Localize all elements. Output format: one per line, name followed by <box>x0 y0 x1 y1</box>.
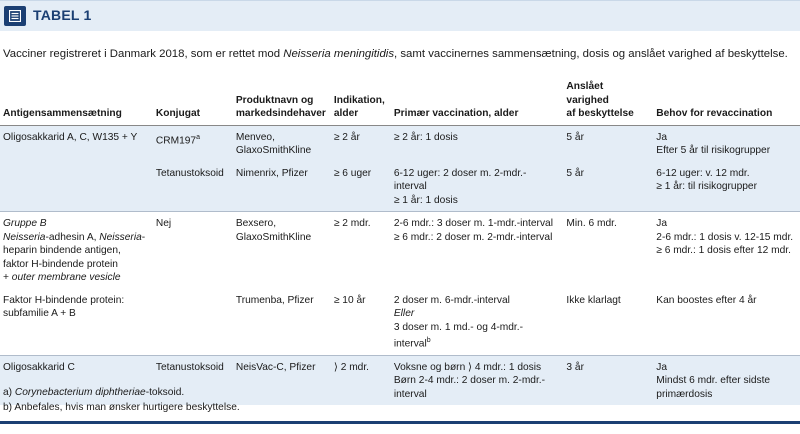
cell-revacc <box>652 162 800 212</box>
table-header <box>0 0 800 31</box>
cell-antigen <box>0 212 152 289</box>
table-row <box>0 212 800 289</box>
cell-produkt: Nimenrix, Pfizer <box>232 162 330 212</box>
cell-primaer-line2: ≥ 1 år: 1 dosis <box>393 194 458 206</box>
cell-konjugat: Tetanustoksoid <box>152 355 232 405</box>
cell-produkt-line2: GlaxoSmithKline <box>235 231 312 243</box>
cell-varighed: Min. 6 mdr. <box>566 218 617 229</box>
cell-primaer <box>390 289 563 356</box>
cell-konjugat: Tetanustoksoid <box>152 162 232 212</box>
cell-antigen-line1: Faktor H-bindende protein: <box>3 294 125 306</box>
caption-text: Vacciner registreret i Danmark 2018, som er rettet mod <box>3 48 284 60</box>
cell-konjugat-empty <box>152 289 232 356</box>
cell-primaer-line1: 2 doser m. 6-mdr.-interval <box>393 294 510 306</box>
cell-antigen-italic: Neisseria <box>99 231 142 243</box>
cell-revacc-line2: 2-6 mdr.: 1 dosis v. 12-15 mdr. <box>656 231 794 243</box>
cell-primaer-line2: Børn 2-4 mdr.: 2 doser m. 2-mdr.- <box>393 375 546 387</box>
cell-indikation: ≥ 2 mdr. <box>333 218 371 229</box>
cell-revacc-line3: primærdosis <box>656 388 713 400</box>
cell-antigen <box>0 289 152 356</box>
cell-revacc-line1: Ja <box>656 361 668 373</box>
table-caption <box>3 48 793 60</box>
cell-varighed: Ikke klarlagt <box>562 289 652 356</box>
caption-text-end: , samt vaccinernes sammensætning, dosis og anslået varighed af beskyttelse. <box>394 48 788 60</box>
cell-antigen-italic: Neisseria <box>3 231 46 243</box>
col-header-produkt <box>232 80 330 125</box>
cell-konjugat-text: CRM197 <box>155 134 197 146</box>
cell-primaer <box>390 162 563 212</box>
footnotes <box>3 385 240 415</box>
cell-primaer-line2: Eller <box>393 308 415 319</box>
cell-indikation: ⟩ 2 mdr. <box>330 355 390 405</box>
document-icon <box>4 6 26 26</box>
bottom-rule <box>0 421 800 424</box>
cell-primaer-line1: 2-6 mdr.: 3 doser m. 1-mdr.-interval <box>393 218 553 229</box>
col-header-varighed-line1: Anslået varighed <box>566 81 609 106</box>
cell-antigen-empty <box>0 162 152 212</box>
cell-primaer-line1: Voksne og børn ⟩ 4 mdr.: 1 dosis <box>393 361 542 373</box>
cell-antigen-italic: outer membrane vesicle <box>11 272 121 283</box>
col-header-indikation <box>330 80 390 125</box>
table-row <box>0 289 800 356</box>
cell-revacc <box>652 355 800 405</box>
col-header-konjugat: Konjugat <box>152 80 232 125</box>
cell-antigen-text: + <box>3 272 12 283</box>
cell-produkt <box>232 125 330 162</box>
cell-antigen: Oligosakkarid C <box>0 355 152 405</box>
cell-revacc-line3: ≥ 6 mdr.: 1 dosis efter 12 mdr. <box>656 245 791 256</box>
cell-primaer-line3: 3 doser m. 1 md.- og 4-mdr.-interval <box>393 321 523 350</box>
cell-indikation: ≥ 6 uger <box>330 162 390 212</box>
cell-produkt: Trumenba, Pfizer <box>232 289 330 356</box>
footnote-a-text: -toksoid. <box>145 387 185 398</box>
footnote-ref-b: b <box>426 337 431 344</box>
cell-primaer <box>390 212 563 289</box>
footnote-a <box>3 385 240 400</box>
col-header-indikation-line2: alder <box>333 108 359 119</box>
cell-revacc: Kan boostes efter 4 år <box>652 289 800 356</box>
table-title: TABEL 1 <box>33 7 92 23</box>
cell-primaer-line2: ≥ 6 mdr.: 2 doser m. 2-mdr.-interval <box>393 231 553 243</box>
table-row <box>0 162 800 212</box>
col-header-indikation-line1: Indikation, <box>333 94 385 106</box>
cell-produkt-line1: Bexsero, <box>235 218 277 229</box>
cell-konjugat: Nej <box>155 218 172 229</box>
cell-produkt: NeisVac-C, Pfizer <box>232 355 330 405</box>
col-header-primaer: Primær vaccination, alder <box>390 80 563 125</box>
col-header-produkt-line2: markedsindehaver <box>235 108 326 119</box>
cell-varighed: 3 år <box>562 355 652 405</box>
table-row <box>0 125 800 162</box>
cell-antigen: Oligosakkarid A, C, W135 + Y <box>0 125 152 162</box>
col-header-antigen: Antigensammensætning <box>0 80 152 125</box>
col-header-produkt-line1: Produktnavn og <box>235 94 314 106</box>
cell-revacc-line1: 6-12 uger: v. 12 mdr. <box>656 167 750 179</box>
footnote-ref-a: a <box>196 133 200 141</box>
cell-primaer: ≥ 2 år: 1 dosis <box>390 125 563 162</box>
cell-revacc <box>652 212 800 289</box>
cell-primaer-line1: 6-12 uger: 2 doser m. 2-mdr.-interval <box>393 167 527 192</box>
cell-revacc-line2: Mindst 6 mdr. efter sidste <box>656 375 771 387</box>
cell-revacc-line2: Efter 5 år til risikogrupper <box>656 145 771 156</box>
header-bar <box>0 0 800 31</box>
cell-produkt-line1: Menveo, <box>235 131 275 143</box>
cell-revacc-line1: Ja <box>656 131 668 143</box>
col-header-revacc: Behov for revaccination <box>652 80 800 125</box>
cell-antigen-text: -adhesin A, <box>45 231 100 243</box>
cell-antigen-line3: heparin bindende antigen, <box>3 245 121 256</box>
cell-primaer-line3: interval <box>393 388 427 400</box>
cell-antigen-group: Gruppe B <box>3 218 47 229</box>
footnote-a-italic: Corynebacterium diphtheriae <box>14 387 146 398</box>
header-row <box>0 80 800 125</box>
cell-antigen-text: - <box>141 231 146 243</box>
col-header-varighed-line2: af beskyttelse <box>566 108 634 119</box>
cell-antigen-line4: faktor H-bindende protein <box>3 258 118 270</box>
cell-primaer <box>390 355 563 405</box>
cell-produkt <box>232 212 330 289</box>
cell-varighed: 5 år <box>562 162 652 212</box>
cell-revacc-line1: Ja <box>656 218 668 229</box>
cell-revacc <box>652 125 800 162</box>
caption-italic: Neisseria meningitidis <box>283 48 395 60</box>
col-header-varighed <box>562 80 652 125</box>
cell-antigen-line2: subfamilie A + B <box>3 308 76 319</box>
cell-indikation: ≥ 10 år <box>330 289 390 356</box>
cell-konjugat <box>152 125 232 162</box>
cell-produkt-line2: GlaxoSmithKline <box>235 145 312 156</box>
footnote-b: b) Anbefales, hvis man ønsker hurtigere beskyttelse. <box>3 402 240 413</box>
cell-varighed: 5 år <box>562 125 652 162</box>
vaccine-table <box>0 80 800 405</box>
cell-revacc-line2: ≥ 1 år: til risikogrupper <box>656 181 757 192</box>
footnote-a-label: a) <box>3 387 15 398</box>
cell-indikation: ≥ 2 år <box>330 125 390 162</box>
